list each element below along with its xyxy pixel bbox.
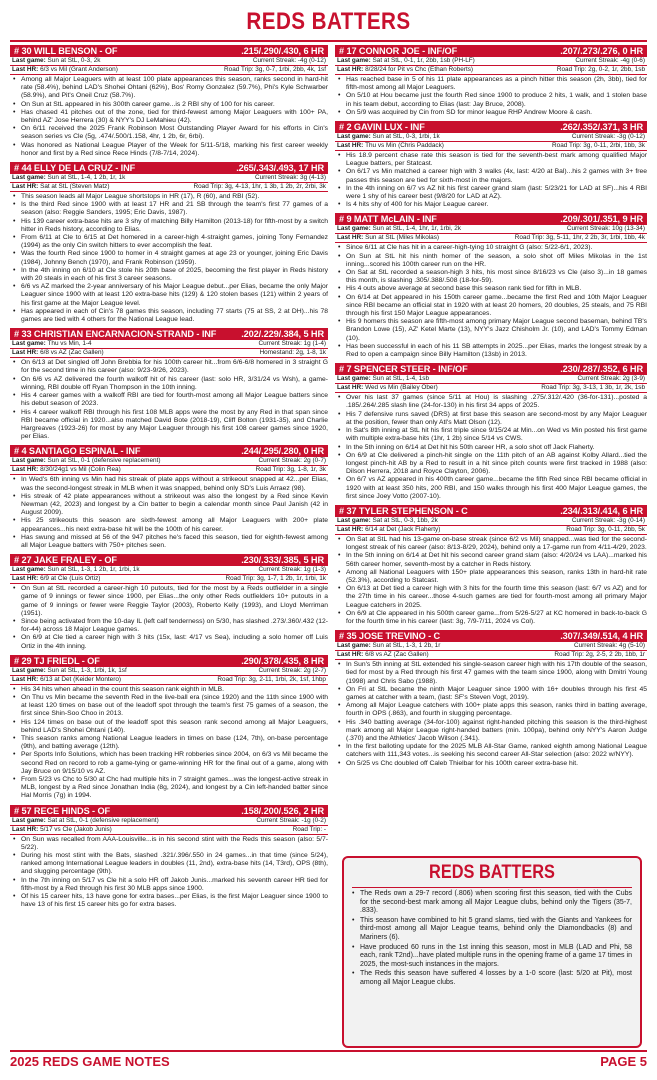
note-item: • His 9 homers this season are fifth-most among primary Major League second baseman, behind TB's Brandon Lowe (15), AZ' Ketel Marte (13), NYY's Jazz Chisholm Jr. (10), and LAD's Tommy Edman (10). — [346, 318, 647, 343]
player-notes — [10, 359, 328, 441]
team-note-item: • The Reds own a 29-7 record (.806) when scoring first this season, tied with the Cubs for the second-best mark among all Major League clubs, behind only the Tigers (35-7, .833). — [360, 890, 632, 916]
note-item: • Among all Major Leaguers with at least 100 plate appearances this season, ranks second in hard-hit rate (58.4%), behind LAD's Shohei Ohtani (62%), Bos' Romy Gonzalez (59.7%), Phi's Kyle Schwarber (58.9%), and Pit's Oneil Cruz (58.7%). — [21, 76, 328, 101]
note-item: • In the 4th inning on 6/10 at Cle stole his 20th base of 2025, becoming the first player in Reds history with 20 steals in each of his first 3 career seasons. — [21, 267, 328, 283]
player-header — [335, 213, 647, 225]
note-item: • Of his 15 career hits, 13 have gone for extra bases...per Elias, is the first Major Leaguer since 1900 to have 13 of his first 15 career hits go for extra bases. — [21, 893, 328, 909]
note-item: • Among all National Leaguers with 150+ plate appearances this season, ranks 13th in hard-hit rate (52.3%), according to Statcast. — [346, 569, 647, 585]
team-notes-box — [342, 856, 642, 1048]
last-hr-line-left — [12, 575, 100, 583]
last-game-line — [10, 566, 328, 575]
last-hr-line-left — [12, 676, 121, 684]
last-hr-line-value: 5/17 vs Cle (Jakob Junis) — [40, 825, 112, 833]
note-item: • This season ranks among National League leaders in times on base (124, 7th), on-base percentage (9th), and batting average (12th). — [21, 735, 328, 751]
note-item: • 6/6 vs AZ marked the 2-year anniversary of his Major League debut...per Elias, became the only Major Leaguer since 1900 with at least 120 extra-base hits (129) & 120 stolen bases (121) within 2 years of his first game at the Major League level. — [21, 283, 328, 308]
last-hr-line-left — [12, 66, 118, 74]
last-game-line-label: Last game: — [337, 642, 373, 650]
last-game-line-value: Sun at StL, 0-3, 1rbi, 1k — [372, 133, 440, 141]
last-game-line — [335, 225, 647, 234]
last-hr-line — [10, 66, 328, 75]
last-hr-line — [335, 384, 647, 393]
last-game-line-value: Sun at StL, 0-1 (defensive replacement) — [47, 457, 161, 465]
last-game-line-left — [337, 642, 440, 650]
last-hr-line-right: Road Trip: 3g, 0-11, 2bb, 5k — [566, 525, 645, 533]
last-hr-line — [10, 183, 328, 192]
last-hr-line-left — [337, 651, 429, 659]
player-block — [10, 554, 328, 651]
last-game-line-right: Current Streak: -4g (0-12) — [252, 57, 326, 64]
note-item: • In the 7th inning on 5/17 vs Cle hit a solo HR off Jakob Junis...marked his seventh career HR tied for fifth-most by a Red through his first 30 MLB apps since 1900. — [21, 877, 328, 893]
last-hr-line-right: Road Trip: 3g, 2-11, 1rbi, 2k, 1sf, 1hbp — [217, 675, 326, 683]
last-game-line-right: Current Streak: 3g (4-13) — [254, 174, 326, 182]
last-hr-line-value: 6/8 vs AZ (Zac Gallen) — [40, 349, 104, 357]
last-game-line-right: Current Streak: -4g (0-6) — [575, 57, 645, 64]
last-hr-line-label: Last HR: — [337, 525, 366, 533]
last-game-line-left — [12, 817, 159, 825]
note-item: • In Sat's 8th inning at StL hit his first triple since 9/15/24 at Min...on Wed vs Min posted his first game with multiple extra-base hits (1hr, 1 2b) since 5/14 vs CWS. — [346, 427, 647, 443]
last-game-line-right: Current Streak: 2g (0-7) — [258, 457, 326, 465]
last-hr-line-label: Last HR: — [337, 142, 366, 150]
last-game-line — [10, 667, 328, 676]
last-hr-line-left — [12, 183, 109, 191]
last-game-line-right: Current Streak: -3g (0-14) — [571, 516, 645, 524]
last-game-line-value: Sun at StL, 1-4, 1 2b, 1r, 1k — [47, 174, 126, 182]
last-game-line-label: Last game: — [337, 225, 373, 233]
note-item: • On 5/10 at Hou became just the fourth Red since 1900 to produce 2 hits, 1 walk, and 1 stolen base in his team debut, according to Elias (last: Jay Bruce, 2008). — [346, 92, 647, 108]
player-stats: .215/.290/.430, 6 HR — [241, 46, 324, 56]
team-note-item: • The Reds this season have suffered 4 losses by a 1-0 score (last: 5/20 at Pit), most among all Major League clubs. — [360, 970, 632, 987]
last-game-line-value: Sun at StL, 0-3, 2k — [47, 57, 101, 64]
player-stats: .230/.287/.352, 6 HR — [560, 364, 643, 375]
note-item: • Has been successful in each of his 11 SB attempts in 2025...per Elias, marks the longest streak by a Red to open a campaign since Billy Hamilton (13sb) in 2013. — [346, 343, 647, 359]
player-header — [335, 630, 647, 642]
note-item: • His 124 times on base out of the leadoff spot this season rank second among all Major Leaguers, behind LAD's Shohei Ohtani (140). — [21, 719, 328, 735]
last-game-line-left — [12, 57, 100, 65]
last-game-line-left — [337, 517, 438, 525]
last-game-line-right: Current Streak: 4g (5-10) — [573, 642, 645, 650]
note-item: • His 25 strikeouts this season are sixth-fewest among all Major Leaguers with 200+ plate appearances...his next extra-base hit will be the 100th of his career. — [21, 517, 328, 533]
last-game-line-label: Last game: — [337, 133, 373, 141]
last-hr-line-right: Road Trip: 3g, 1-8, 1r, 3k — [255, 466, 326, 474]
player-notes — [10, 476, 328, 550]
player-name: # 29 TJ FRIEDL - OF — [14, 655, 100, 666]
team-note-item: • This season have combined to hit 5 grand slams, tied with the Giants and Yankees for third-most among all Major League teams, behind only the Diamondbacks (8) and Mariners (6). — [360, 917, 632, 943]
note-item: • On Thu vs Min became the seventh Red in the live-ball era (since 1920) and the 11th since 1900 with at least 120 times on base out of the leadoff spot through the team's first 75 games of a season, the first since Shin-Soo Choo in 2013. — [21, 694, 328, 719]
last-hr-line — [10, 575, 328, 584]
last-game-line — [10, 817, 328, 826]
last-game-line-left — [12, 340, 92, 348]
left-column — [10, 45, 328, 913]
player-header — [10, 554, 328, 566]
note-item: • During his most stint with the Bats, slashed .321/.396/.550 in 24 games...in that time (since 5/24), ranked among International League leaders in doubles (11, 2nd), extra-base hits (14, T3rd), OPS (8th), and slugging percentage (9th). — [21, 852, 328, 877]
last-game-line — [335, 375, 647, 384]
last-game-line-value: Sun at StL, 1-3, 1 2b, 1r — [372, 642, 441, 650]
note-item: • On 6/13 at Det singled off John Brebbia for his 100th career hit...from 6/6-6/8 homered in 3 straight G for the second time in his career (also: 9/23-9/26, 2023). — [21, 359, 328, 375]
player-notes — [10, 836, 328, 910]
note-item: • On 6/9 at Cle tied a career high with 3 hits (15x, last: 4/17 vs Sea), including a solo homer off Luis Ortiz in the 4th inning. — [21, 634, 328, 650]
player-notes — [335, 244, 647, 359]
last-hr-line-left — [12, 826, 112, 834]
last-game-line-label: Last game: — [12, 666, 48, 674]
last-game-line — [10, 457, 328, 466]
last-game-line — [10, 174, 328, 183]
player-header — [10, 162, 328, 174]
player-block — [335, 505, 647, 626]
note-item: • On Sun was recalled from AAA-Louisville...is in his second stint with the Reds this season (also: 5/7-5/22). — [21, 836, 328, 852]
note-item: • His 18.9 percent chase rate this season is tied for the seventh-best mark among qualified Major League batters, per Statcast. — [346, 152, 647, 168]
player-stats: .244/.295/.280, 0 HR — [241, 446, 324, 457]
last-hr-line-right: Road Trip: 3g, 0-11, 2rbi, 1bb, 3k — [552, 142, 645, 150]
last-hr-line-label: Last HR: — [12, 675, 41, 683]
note-item: • Has swung and missed at 56 of the 947 pitches he's faced this season, tied for eighth-fewest among all Major League batters with 750+ pitches seen. — [21, 534, 328, 550]
player-block — [335, 213, 647, 359]
player-stats: .234/.313/.414, 6 HR — [560, 505, 643, 516]
note-item: • From 6/11 at Cle to 6/15 at Det homered in a career-high 4-straight games, joining Tony Fernandez (1994) as the only Cin switch hitters to ever accomplish the feat. — [21, 234, 328, 250]
last-game-line-value: Thu vs Min, 1-4 — [47, 340, 92, 348]
player-notes — [335, 152, 647, 209]
note-item: • On 5/25 vs Chc doubled off Caleb Thielbar for his 100th career extra-base hit. — [346, 760, 647, 768]
last-game-line-label: Last game: — [12, 174, 48, 182]
note-item: • His 4 career games with a walkoff RBI are tied for fourth-most among all Major League batters since his debut season of 2023. — [21, 392, 328, 408]
player-block — [335, 45, 647, 117]
last-game-line-left — [337, 225, 461, 233]
last-hr-line-right: Road Trip: 2g, 2-5, 2 2b, 1bb, 1r — [554, 651, 645, 659]
player-stats: .307/.349/.514, 4 HR — [560, 631, 643, 642]
footer-page-number: PAGE 5 — [600, 1054, 647, 1069]
note-item: • On Sat at StL recorded a season-high 3 hits, his most since 8/16/23 vs Cle (also 3)...in 18 games this month, is slashing .305/.388/.508 (18-for-59). — [346, 269, 647, 285]
note-item: • On 6/9 at Cle delivered a pinch-hit single on the 11th pitch of an AB against Kolby Allard...tied the longest pinch-hit AB by a Red to result in a hit since pitch counts were first tracked in 1988 (also: Dilson Herrera, 2018 and Royce Clayton, 2006). — [346, 452, 647, 477]
player-block — [10, 445, 328, 550]
last-game-line-label: Last game: — [337, 375, 373, 383]
last-hr-line-label: Last HR: — [12, 66, 41, 73]
last-game-line-left — [337, 57, 475, 65]
last-hr-line-right: Road Trip: 3g, 0-7, 1rbi, 2bb, 4k, 1sf — [224, 66, 326, 73]
note-item: • His .340 batting average (34-for-100) against right-handed pitching this season is the third-highest mark among all Major League right-handed batters (min. 100pa), behind only NYY's Aaron Judge (.370) and the Athletics' Jacob Wilson (.341). — [346, 719, 647, 744]
note-item: • His 34 hits when ahead in the count this season rank eighth in MLB. — [21, 686, 328, 694]
player-header — [335, 121, 647, 133]
note-item: • On 5/9 was acquired by Cin from SD for minor league RHP Andrew Moore & cash. — [346, 109, 647, 117]
last-hr-line-label: Last HR: — [337, 384, 366, 392]
last-hr-line-value: Wed vs Min (Bailey Ober) — [365, 384, 438, 392]
last-hr-line — [335, 66, 647, 75]
last-hr-line — [10, 349, 328, 358]
note-item: • On 6/9 at Cle appeared in his 500th career game...from 5/26-5/27 at KC homered in back-to-back G for the fourth time in his career (last: 3g, 7/9-7/11, 2024 vs Col). — [346, 610, 647, 626]
note-item: • Is the third Red since 1900 with at least 17 HR and 21 SB through the team's first 77 games of a season (also: Reggie Sanders, 1995; Eric Davis, 1987). — [21, 201, 328, 217]
last-hr-line-left — [337, 142, 444, 150]
note-item: • On 6/14 at Det appeared in his 150th career game...became the first Red and 10th Major Leaguer since RBI became an official stat in 1920 with at least 20 homers, 20 doubles, 25 steals, and 75 RBI through his first 150 Major League appearances. — [346, 294, 647, 319]
player-header — [10, 328, 328, 340]
last-hr-line-label: Last HR: — [12, 349, 41, 357]
last-game-line-value: Sun at StL, 1-4, 1hr, 1r, 1rbi, 2k — [372, 225, 461, 233]
player-name: # 30 WILL BENSON - OF — [14, 46, 118, 56]
note-item: • Over his last 37 games (since 5/11 at Hou) is slashing .275/.312/.420 (36-for-131)...posted a .185/.264/.285 slash line (24-for-130) in his first 34 apps of 2025. — [346, 394, 647, 410]
footer-divider — [10, 1050, 647, 1052]
last-hr-line-value: Thu vs Min (Chris Paddack) — [365, 142, 444, 150]
player-name: # 27 JAKE FRALEY - OF — [14, 555, 117, 566]
note-item: • On Fri at StL became the ninth Major Leaguer since 1900 with 16+ doubles through his first 45 games at catcher with a team, (last: SF's Steven Vogt, 2019). — [346, 686, 647, 702]
last-hr-line-right: Road Trip: - — [292, 825, 326, 833]
last-game-line-label: Last game: — [12, 457, 48, 465]
player-name: # 44 ELLY DE LA CRUZ - INF — [14, 163, 136, 174]
last-game-line-value: Sat at StL, 0-1, 1r, 2bb, 1sb (PH-LF) — [372, 57, 475, 64]
note-item: • Has chased 41 pitches out of the zone, tied for third-fewest among Major Leaguers with 100+ PA, behind AZ' Jose Herrera (30) & NYY's DJ LeMahieu (42). — [21, 109, 328, 125]
player-name: # 57 RECE HINDS - OF — [14, 805, 111, 816]
note-item: • Was the fourth Red since 1900 to homer in 4 straight games at age 23 or younger, joining Eric Davis (1984), Johnny Bench (1970), and Frank Robinson (1959). — [21, 250, 328, 266]
last-game-line-left — [12, 667, 127, 675]
note-item: • On 6/7 vs AZ appeared in his 400th career game...became the fifth Red since RBI became official in 1920 with at least 350 hits, 200 RBI, and 150 walks through his first 400 Major League games, the first since Joey Votto (2007-10). — [346, 476, 647, 501]
player-block — [10, 805, 328, 910]
player-notes — [10, 76, 328, 158]
last-hr-line-label: Last HR: — [337, 651, 366, 659]
note-item: • On Sat at StL had his 13-game on-base streak (since 6/2 vs Mil) snapped...was tied for the second-longest streak of his career (also: 8/13-8/29, 2024), behind only a 17-game run from 4/11-4/29, 2023. — [346, 536, 647, 552]
last-game-line-label: Last game: — [12, 816, 48, 824]
last-hr-line-label: Last HR: — [12, 466, 41, 474]
player-block — [335, 363, 647, 501]
player-block — [10, 328, 328, 441]
player-block — [10, 45, 328, 158]
last-hr-line-label: Last HR: — [12, 575, 41, 583]
last-hr-line-right: Road Trip: 3g, 5-11, 1hr, 2 2b, 3r, 1rbi, 1bb, 4k — [514, 234, 645, 242]
last-hr-line-left — [12, 466, 121, 474]
player-header — [335, 363, 647, 375]
last-game-line-value: Sun at StL, 1-4, 1sb — [372, 375, 430, 383]
note-item: • On 6/13 at Det tied a career high with 3 hits for the fourth time this season (last: 6/7 vs AZ) and for the 27th time in his career...those 4-such games are tied for fourth-most among all primary Major League catchers in 2025. — [346, 585, 647, 610]
last-game-line — [335, 57, 647, 66]
player-name: # 35 JOSE TREVINO - C — [339, 631, 441, 642]
last-game-line — [10, 340, 328, 349]
last-hr-line-value: Sun at StL (Miles Mikolas) — [365, 234, 440, 242]
last-hr-line-label: Last HR: — [337, 66, 366, 73]
note-item: • His streak of 42 plate appearances without a strikeout was also the longest by a Red since Kevin Newman (42, 2023) and longest by a Cin batter to begin a calendar month since Paul Janish (42 in August 2009). — [21, 493, 328, 518]
note-item: • Among all Major League catchers with 100+ plate apps this season, ranks third in batting average, fourth in OPS (.863), and fourth in slugging percentage. — [346, 702, 647, 718]
player-block — [10, 162, 328, 324]
last-hr-line-left — [337, 384, 438, 392]
note-item: • His 4 outs above average at second base this season rank tied for fifth in MLB. — [346, 285, 647, 293]
last-hr-line — [10, 826, 328, 835]
last-hr-line-left — [337, 234, 439, 242]
note-item: • On Sun at StL recorded a career-high 10 putouts, tied for the most by a Reds outfielder in a single game of 9 innings or fewer since 1900, per Elias...the only other Reds outfielders 10+ putouts in a game of 9 innings or fewer were Reggie Taylor (2003), Roberto Kelly (1993), and Lloyd Merriman (1951). — [21, 585, 328, 618]
player-stats: .207/.273/.276, 0 HR — [560, 46, 643, 56]
player-stats: .158/.200/.526, 2 HR — [241, 805, 324, 816]
page-title: REDS BATTERS — [246, 8, 411, 35]
note-item: • This season leads all Major League shortstops in HR (17), R (60), and RBI (52). — [21, 193, 328, 201]
player-name: # 4 SANTIAGO ESPINAL - INF — [14, 446, 141, 457]
last-game-line-right: Current Streak: 1g (1-3) — [258, 566, 326, 574]
footer-publication: 2025 REDS GAME NOTES — [10, 1054, 170, 1069]
last-hr-line — [335, 526, 647, 535]
last-game-line — [335, 642, 647, 651]
last-hr-line — [335, 651, 647, 660]
note-item: • In the 5th inning on 6/14 at Det hit his second career grand slam (also: 4/20/24 vs LAA)...marked his 56th career homer, seventh-most by a catcher in Reds history. — [346, 552, 647, 568]
last-game-line-label: Last game: — [12, 57, 48, 64]
note-item: • His 4 career walkoff RBI through his first 108 MLB apps were the most by any Red in that span since RBI became official in 1920...also matched David Bote (2018-19), Cliff Bolton (1931-35), and Charlie Hargreaves (1923-26) for most by any Major Leaguer through his first 108 career games since 1920, per Elias. — [21, 409, 328, 442]
last-hr-line-value: 6/8 vs AZ (Zac Gallen) — [365, 651, 429, 659]
note-item: • In Sun's 5th inning at StL extended his single-season career high with his 17th double of the season, tied for most by a Red through his first 47 games with the team since 1900, along with Dmitri Young (1998) and Chris Sabo (1988). — [346, 661, 647, 686]
player-name: # 9 MATT McLAIN - INF — [339, 214, 437, 225]
last-game-line-left — [337, 375, 429, 383]
player-stats: .265/.343/.493, 17 HR — [236, 163, 324, 174]
last-game-line-right: Current Streak: 1g (1-4) — [258, 340, 326, 348]
last-hr-line-value: 6/14 at Det (Jack Flaherty) — [365, 525, 441, 533]
last-game-line-left — [12, 174, 125, 182]
title-divider — [10, 40, 647, 42]
team-notes-title: REDS BATTERS — [429, 862, 555, 883]
note-item: • Since 6/11 at Cle has hit in a career-high-tying 10 straight G (also: 5/22-6/1, 2023). — [346, 244, 647, 252]
player-notes — [335, 536, 647, 626]
last-game-line-left — [12, 457, 160, 465]
last-hr-line — [10, 676, 328, 685]
last-hr-line-right: Road Trip: 2g, 0-2, 1r, 2bb, 1sb — [556, 66, 645, 73]
note-item: • His 139 career extra-base hits are 3 shy of matching Billy Hamilton (2013-18) for fifth-most by a switch hitter in Reds history, according to Elias. — [21, 218, 328, 234]
last-hr-line-value: 6/13 at Det (Keider Montero) — [40, 675, 122, 683]
note-item: • Has appeared in each of Cin's 78 games this season, including 77 starts (75 at SS, 2 at DH)...his 78 games are tied with 4 others for the National League lead. — [21, 308, 328, 324]
note-item: • Since being activated from the 10-day IL (left calf tenderness) on 5/30, has slashed .273/.360/.432 (12-for-44) across 18 Major League games. — [21, 618, 328, 634]
note-item: • In the 4th inning on 6/7 vs AZ hit his first career grand slam (last: 5/23/21 for LAD at SF)...his 4 RBI were 1 shy of his career best (9/8/20 for LAD at AZ). — [346, 185, 647, 201]
last-game-line — [335, 517, 647, 526]
last-game-line-right: Current Streak: -3g (0-12) — [571, 133, 645, 141]
player-block — [335, 121, 647, 209]
player-header — [10, 655, 328, 667]
last-hr-line-label: Last HR: — [12, 183, 41, 191]
player-stats: .209/.301/.351, 9 HR — [560, 214, 643, 225]
last-hr-line — [335, 234, 647, 243]
player-name: # 7 SPENCER STEER - INF/OF — [339, 364, 468, 375]
player-header — [10, 45, 328, 57]
note-item: • Has reached base in 5 of his 11 plate appearances as a pinch hitter this season (2h, 3bb), tied for fifth-most among all Major Leaguers. — [346, 76, 647, 92]
last-hr-line-value: Sat at StL (Steven Matz) — [40, 183, 110, 191]
note-item: • In Wed's 6th inning vs Min had his streak of plate apps without a strikeout snapped at 42...per Elias, was the second-longest streak in MLB when it was snapped, behind only SD's Luis Arraez (98). — [21, 476, 328, 492]
last-hr-line-right: Homestand: 2g, 1-8, 1k — [259, 349, 326, 357]
player-name: # 37 TYLER STEPHENSON - C — [339, 505, 468, 516]
last-game-line-value: Sat at StL, 0-1 (defensive replacement) — [47, 816, 159, 824]
last-game-line — [335, 133, 647, 142]
last-hr-line-left — [337, 66, 473, 74]
last-game-line-value: Sat at StL, 0-3, 1bb, 2k — [372, 516, 438, 524]
player-header — [335, 45, 647, 57]
player-stats: .230/.333/.385, 5 HR — [241, 555, 324, 566]
right-column — [335, 45, 647, 772]
team-note-item: • Have produced 60 runs in the 1st inning this season, most in MLB (LAD and Phi, 58 each, rank T2nd)...have plated multiple runs in the opening frame of a game 17 times in 2025, the most-such instances in the majors. — [360, 944, 632, 970]
last-hr-line-right: Road Trip: 3g, 3-13, 1 3b, 1r, 2k, 1sb — [541, 384, 645, 392]
player-notes — [10, 585, 328, 651]
note-item: • In the first balloting update for the 2025 MLB All-Star Game, ranked eighth among National League catchers with 111,343 votes...is seeking his second career All-Star selection (also: 2022 w/NYY). — [346, 743, 647, 759]
team-notes-list — [344, 890, 640, 988]
note-item: • On Sun at StL appeared in his 300th career game...is 2 RBI shy of 100 for his career. — [21, 101, 328, 109]
note-item: • On 6/17 vs Min matched a career high with 3 walks (4x, last: 4/20 at Bal)...his 2 games with 3+ free passes this season are tied for sixth-most in the majors. — [346, 168, 647, 184]
player-notes — [335, 76, 647, 117]
last-game-line-right: Current Streak: 2g (3-9) — [577, 375, 645, 383]
last-game-line-left — [337, 133, 440, 141]
last-hr-line-right: Road Trip: 3g, 1-7, 1 2b, 1r, 1rbi, 1k — [225, 575, 326, 583]
player-block — [335, 630, 647, 768]
note-item: • Was honored as National League Player of the Week for 5/11-5/18, marking his first career weekly honor and first by a Red since Rece Hinds (7/8-7/14, 2024). — [21, 142, 328, 158]
last-game-line-label: Last game: — [337, 516, 373, 524]
player-stats: .202/.229/.384, 5 HR — [241, 329, 324, 340]
team-notes-divider — [352, 887, 632, 888]
player-notes — [335, 394, 647, 501]
last-game-line-value: Sun at StL, 1-3, 1rbi, 1k, 1sf — [47, 666, 127, 674]
player-name: # 17 CONNOR JOE - INF/OF — [339, 46, 458, 56]
note-item: • His 7 defensive runs saved (DRS) at first base this season are second-most by any Major Leaguer at the position, fewer than only Atl's Matt Olson (12). — [346, 411, 647, 427]
last-game-line-right: Current Streak: 10g (13-34) — [566, 225, 645, 233]
player-name: # 2 GAVIN LUX - INF — [339, 122, 425, 133]
last-hr-line-right: Road Trip: 3g, 4-13, 1hr, 1 3b, 1 2b, 2r, 2rbi, 3k — [193, 183, 326, 191]
last-game-line — [10, 57, 328, 66]
last-hr-line-value: 8/28/24 for Pit vs Chc (Ethan Roberts) — [365, 66, 474, 73]
player-block — [10, 655, 328, 801]
last-hr-line-value: 8/30/24g1 vs Mil (Colin Rea) — [40, 466, 121, 474]
player-stats: .262/.352/.371, 3 HR — [560, 122, 643, 133]
note-item: • In the 5th inning on 6/14 at Det hit his 50th career HR, a solo shot off Jack Flaherty. — [346, 444, 647, 452]
last-game-line-label: Last game: — [337, 57, 373, 64]
note-item: • Per Sports Info Solutions, which has been tracking HR robberies since 2004, on 6/3 vs Mil became the second Red on record to rob a game-tying or game-winning HR for the final out of a game, along with Jay Bruce on 9/15/10 vs AZ. — [21, 751, 328, 776]
last-hr-line-value: 6/3 vs Mil (Grant Anderson) — [40, 66, 118, 73]
player-name: # 33 CHRISTIAN ENCARNACION-STRAND - INF — [14, 329, 217, 340]
player-notes — [10, 193, 328, 324]
note-item: • On Sun at StL hit his ninth homer of the season, a solo shot off Miles Mikolas in the 1st inning...scored his 100th career run on the HR. — [346, 253, 647, 269]
last-hr-line-left — [337, 526, 440, 534]
last-hr-line-label: Last HR: — [337, 234, 366, 242]
last-hr-line-label: Last HR: — [12, 825, 41, 833]
note-item: • On 6/6 vs AZ delivered the fourth walkoff hit of his career (last: solo HR, 3/31/24 vs Wsh), a game-winning, RBI double off Ryan Thompson in the 10th inning. — [21, 376, 328, 392]
last-game-line-right: Current Streak: 2g (2-7) — [258, 666, 326, 674]
last-hr-line — [10, 466, 328, 475]
last-game-line-left — [12, 566, 140, 574]
last-hr-line-left — [12, 349, 104, 357]
player-header — [335, 505, 647, 517]
player-header — [10, 445, 328, 457]
note-item: • From 5/23 vs Chc to 5/30 at Chc had multiple hits in 7 straight games...was the longest-active streak in MLB, longest by a Red since Jonathan India (8g, 2024), and longest by a Cin left-handed batter since Hal Morris (7g) in 1994. — [21, 776, 328, 801]
last-game-line-right: Current Streak: -1g (0-2) — [256, 816, 326, 824]
last-game-line-label: Last game: — [12, 566, 48, 574]
note-item: • On 6/11 received the 2025 Frank Robinson Most Outstanding Player Award for his efforts in Cin's season series vs Cle (5g, .474/.500/1.158, 4hr, 1 2b, 6r, 6rbi). — [21, 125, 328, 141]
last-game-line-label: Last game: — [12, 340, 48, 348]
player-notes — [335, 661, 647, 768]
last-game-line-value: Sun at StL, 1-3, 1 2b, 1r, 1rbi, 1k — [47, 566, 140, 574]
player-notes — [10, 686, 328, 801]
player-stats: .290/.378/.435, 8 HR — [241, 655, 324, 666]
note-item: • Is 4 hits shy of 400 for his Major League career. — [346, 201, 647, 209]
last-hr-line — [335, 142, 647, 151]
player-header — [10, 805, 328, 817]
last-hr-line-value: 6/9 at Cle (Luis Ortiz) — [40, 575, 101, 583]
